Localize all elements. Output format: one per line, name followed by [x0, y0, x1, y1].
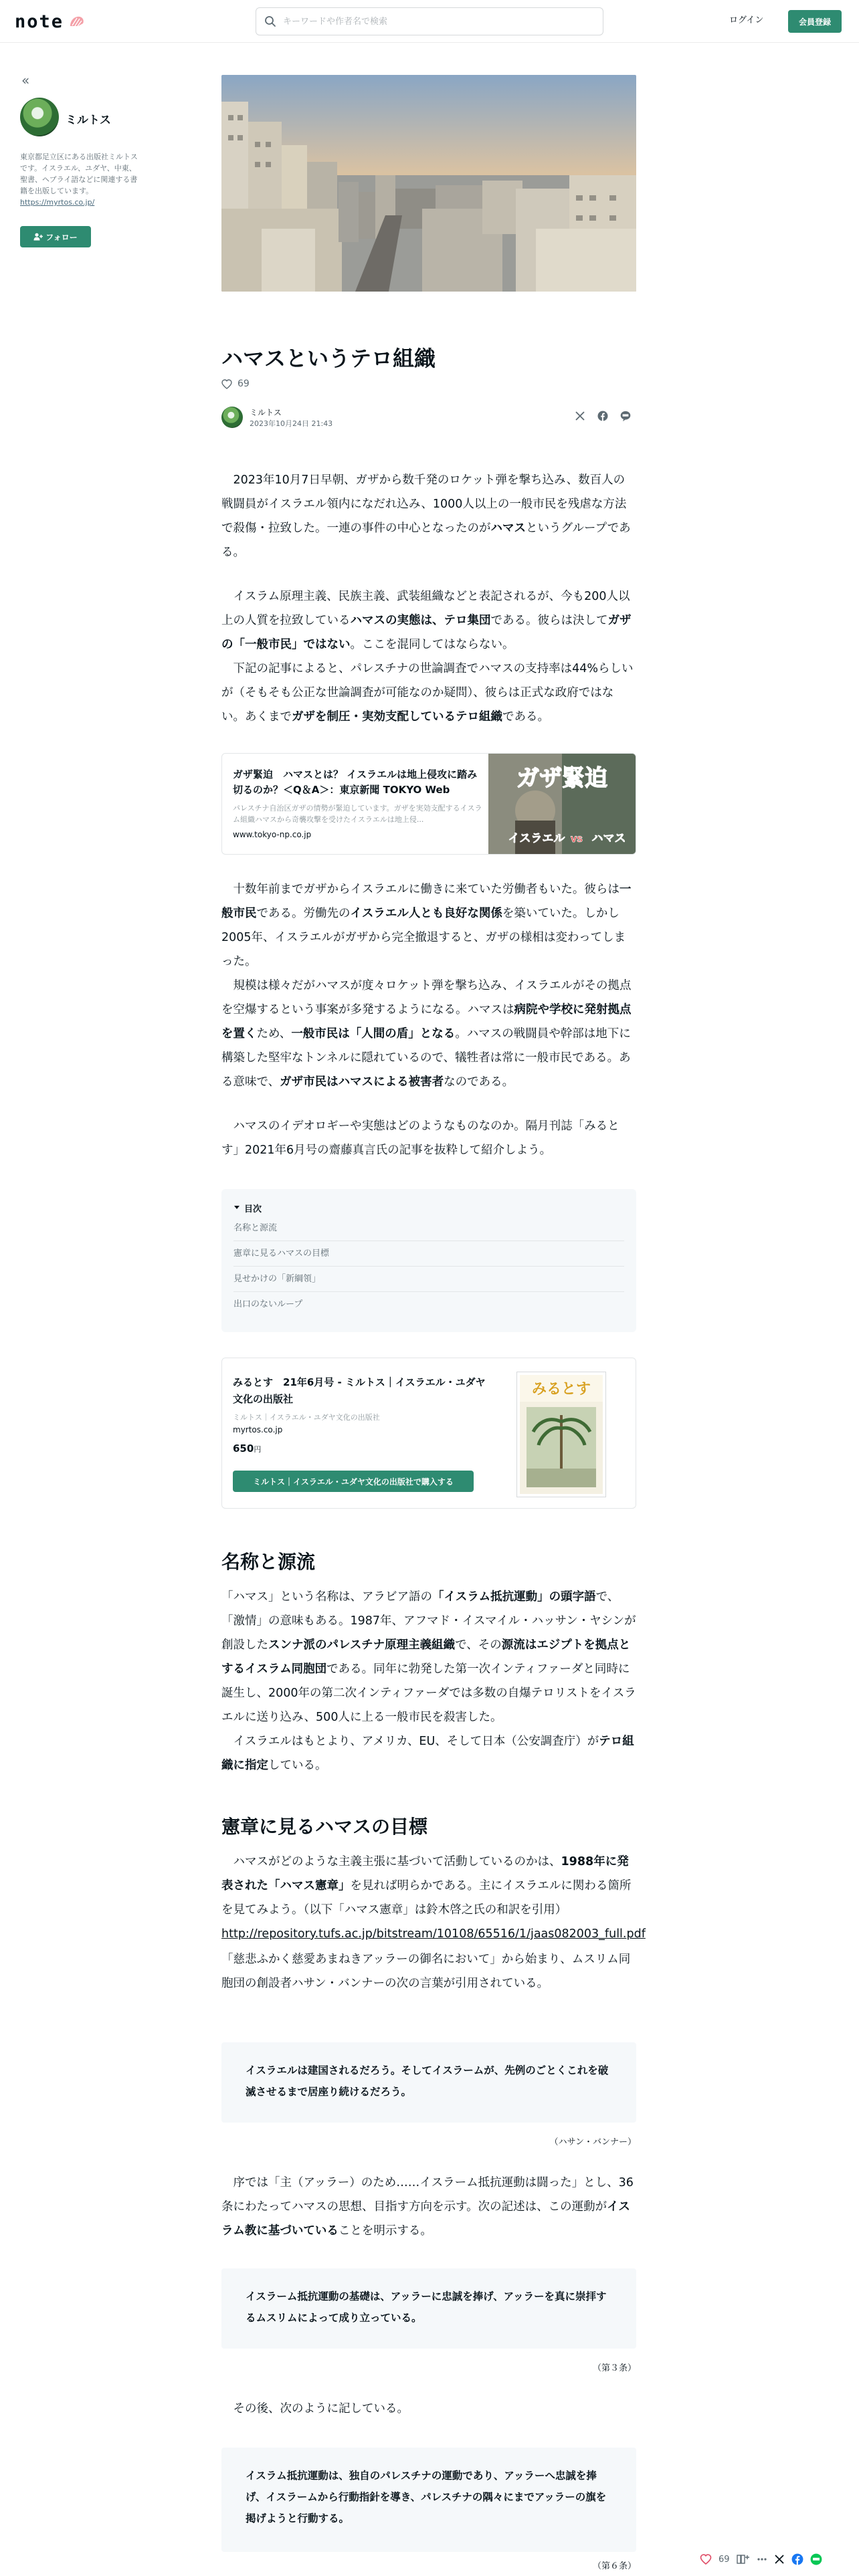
toc-item[interactable]: 憲章に見るハマスの目標 [233, 1241, 624, 1267]
note-logo[interactable] [15, 11, 85, 32]
paragraph-1 [221, 468, 636, 564]
product-url: myrtos.co.jp [233, 1425, 283, 1434]
search-input[interactable] [283, 17, 577, 27]
bold-text: スンナ派のパレスチナ原理主義組織 [268, 1638, 456, 1652]
paragraph-2 [221, 584, 636, 657]
byline [221, 405, 636, 432]
site-header [0, 0, 859, 43]
author-avatar[interactable] [20, 98, 59, 136]
floating-action-bar [700, 2549, 822, 2569]
product-title: みるとす 21年6月号 - ミルトス｜イスラエル・ユダヤ文化の出版社 [233, 1376, 486, 1405]
news-card-description: パレスチナ自治区ガザの情勢が緊迫しています。ガザを実効支配するイスラム組織ハマスから奇襲攻撃を受けたイスラエルは地上侵... [233, 804, 482, 824]
quote-citation: （第６条） [592, 2561, 636, 2571]
bold-text: ガザを制圧・実効支配しているテロ組織 [292, 710, 502, 724]
quote-citation: （第３条） [592, 2363, 636, 2373]
line-share-icon[interactable] [810, 2553, 822, 2565]
heart-icon[interactable] [221, 379, 232, 389]
paragraph-8 [221, 1729, 636, 1778]
text: である。 [502, 710, 549, 724]
hero-image [221, 75, 636, 292]
text: 十数年前までガザからイスラエルに働きに来ていた労働者もいた。彼らは [221, 883, 619, 896]
quote-block: イスラーム抵抗運動の基礎は、アッラーに忠誠を捧げ、アッラーを真に崇拝するムスリムによって成り立っている。 [221, 2268, 636, 2349]
price-value: 650 [233, 1442, 254, 1455]
author-website-link[interactable]: https://myrtos.co.jp/ [20, 198, 95, 207]
thumbnail-label-right: ハマス [591, 832, 626, 845]
text: で、「激情」の意味もある。1987年、アフマド・イスマイル・ハッサン・ヤシンが創設した [221, 1590, 636, 1652]
paragraph-4 [221, 877, 636, 974]
text: ため、 [256, 1027, 292, 1041]
text: なのである。 [444, 1075, 514, 1089]
paragraph-12: その後、次のように記している。 [221, 2402, 409, 2416]
text: 序では「主（アッラー）のため……イスラーム抵抗運動は闘った」とし、36条にわたってハマスの思想、目指す方向を示す。次の記述は、この運動が [221, 2176, 634, 2214]
article-title: ハマスというテロ組織 [221, 346, 436, 371]
table-of-contents [221, 1189, 636, 1332]
text: というグループである。 [221, 522, 631, 559]
byline-date: 2023年10月24日 21:43 [250, 419, 333, 428]
paragraph-7 [221, 1585, 636, 1729]
search-icon [264, 15, 276, 27]
section-heading: 憲章に見るハマスの目標 [221, 1816, 428, 1838]
collapse-sidebar-icon[interactable]: « [21, 72, 30, 88]
news-card-title: ガザ緊迫 ハマスとは？ イスラエルは地上侵攻に踏み切るのか？＜Q＆A＞：東京新聞 TOKYO Web [233, 768, 478, 796]
author-bio-text: 東京都足立区にある出版社ミルトスです。イスラエル、ユダヤ、中東、聖書、ヘブライ語などに関連する書籍を出版しています。 [20, 152, 138, 195]
product-card[interactable] [221, 1358, 636, 1509]
text: している。 [268, 1759, 327, 1772]
share-icons [575, 411, 631, 421]
text: である。同年に勃発した第一次インティファーダと同時に誕生し、2000年の第二次インティファーダでは多数の自爆テロリストをイスラエルに送り込み、500人に上る一般市民を殺害した。 [221, 1662, 636, 1724]
news-card-thumbnail [488, 754, 636, 855]
x-share-icon[interactable] [774, 2554, 785, 2565]
add-user-icon [33, 233, 43, 241]
author-name[interactable]: ミルトス [66, 114, 111, 127]
bold-text: 一般市民 [221, 883, 632, 920]
heart-icon[interactable] [700, 2554, 712, 2565]
product-price [233, 1442, 261, 1455]
follow-label: フォロー [45, 232, 78, 242]
floating-like-count: 69 [719, 2554, 730, 2565]
paragraph-9 [221, 1850, 646, 1946]
text: である。彼らは決して [490, 614, 608, 627]
bold-text: ハマスの実態は、テロ集団 [350, 614, 491, 627]
bold-text: テロ組織に指定 [221, 1735, 634, 1772]
toc-toggle[interactable] [233, 1200, 624, 1216]
news-link-card[interactable] [221, 753, 636, 855]
logo-text: note [15, 11, 64, 32]
bold-text: 一般市民は「人間の盾」となる [291, 1027, 456, 1041]
toc-heading: 目次 [244, 1204, 262, 1214]
quote-citation: （ハサン・バンナー） [549, 2137, 636, 2147]
purchase-button[interactable]: ミルトス｜イスラエル・ユダヤ文化の出版社で購入する [233, 1471, 474, 1492]
city-photo [221, 75, 636, 292]
source-link[interactable]: http://repository.tufs.ac.jp/bitstream/10108/65516/1/jaas082003_full.pdf [221, 1927, 646, 1941]
toc-item[interactable]: 名称と源流 [233, 1216, 624, 1241]
more-options-icon[interactable] [757, 2554, 767, 2565]
cover-title: みるとす [531, 1380, 591, 1397]
thumbnail-vs: vs [571, 833, 583, 845]
magazine-add-icon[interactable] [737, 2554, 750, 2565]
text: イスラム原理主義、民族主義、武装組織などと表記されるが、今も200人以上の人質を拉致している [221, 590, 630, 627]
thumbnail-title: ガザ緊迫 [516, 766, 607, 791]
bold-text: ガザ市民はハマスによる被害者 [280, 1075, 444, 1089]
product-publisher: ミルトス｜イスラエル・ユダヤ文化の出版社 [233, 1413, 380, 1422]
byline-avatar[interactable] [221, 407, 243, 428]
bold-text: 源流はエジプトを拠点とするイスラム同胞団 [221, 1638, 631, 1676]
caret-down-icon [233, 1205, 240, 1210]
magazine-cover [516, 1372, 606, 1497]
like-row [221, 379, 636, 389]
like-count: 69 [237, 379, 250, 389]
facebook-share-icon[interactable] [597, 411, 608, 421]
text: で、その [455, 1638, 502, 1652]
bold-text: イスラエル人とも良好な関係 [350, 907, 502, 920]
text: を見れば明らかである。主にイスラエルに関わる箇所を見てみよう。（以下「ハマス憲章」は鈴木啓之氏の和訳を引用） [221, 1879, 632, 1917]
section-heading: 名称と源流 [221, 1551, 316, 1573]
bold-text: 1988年に発表された「ハマス憲章」 [221, 1855, 629, 1893]
signup-button[interactable]: 会員登録 [788, 10, 842, 33]
quote-block: イスラム抵抗運動は、独自のパレスチナの運動であり、アッラーへ忠誠を捧げ、イスラームから行動指針を導き、パレスチナの隅々にまでアッラーの旗を掲げようと行動する。 [221, 2448, 636, 2552]
line-share-icon[interactable] [620, 411, 631, 421]
text: 規模は様々だがハマスが度々ロケット弾を撃ち込み、イスラエルがその拠点を空爆するという事案が多発するようになる。ハマスは [221, 979, 632, 1016]
paragraph-6: ハマスのイデオロギーや実態はどのようなものなのか。隔月刊誌「みるとす」2021年6月号の齋藤真言氏の記事を抜粋して紹介しよう。 [221, 1119, 619, 1157]
text: 下記の記事によると、パレスチナの世論調査でハマスの支持率は44%らしいが（そもそも公正な世論調査が可能なのか疑問）、彼らは正式な政府ではない。あくまで [221, 662, 634, 724]
author-bio [20, 151, 140, 208]
quote-block: イスラエルは建国されるだろう。そしてイスラームが、先例のごとくこれを破滅させるまで居座り続けるだろう。 [221, 2042, 636, 2123]
text: 。ハマスの戦闘員や幹部は地下に構築した堅牢なトンネルに隠れているので、犠牲者は常に一般市民である。ある意味で、 [221, 1027, 631, 1089]
text: ハマスがどのような主義主張に基づいて活動しているのかは、 [221, 1855, 561, 1868]
text: 。ここを混同してはならない。 [350, 638, 514, 651]
text: イスラエルはもとより、アメリカ、EU、そして日本（公安調査庁）が [221, 1735, 599, 1748]
search-box[interactable] [256, 7, 603, 35]
x-share-icon[interactable] [575, 411, 585, 421]
shell-icon [69, 15, 85, 27]
paragraph-5 [221, 974, 636, 1094]
toc-item[interactable]: 見せかけの「新綱領」 [233, 1267, 624, 1292]
paragraph-11 [221, 2171, 636, 2243]
login-link[interactable]: ログイン [729, 15, 764, 25]
text: 2023年10月7日早朝、ガザから数千発のロケット弾を撃ち込み、数百人の戦闘員がイスラエル領内になだれ込み、1000人以上の一般市民を残虐な方法で殺傷・拉致した。一連の事件の中心となったのが [221, 473, 627, 535]
news-card-url: www.tokyo-np.co.jp [233, 830, 312, 839]
thumbnail-label-left: イスラエル [508, 832, 565, 845]
paragraph-10: 「慈悲ふかく慈愛あまねきアッラーの御名において」から始まり、ムスリム同胞団の創設者ハサン・バンナーの次の言葉が引用されている。 [221, 1953, 631, 1990]
bold-text: 「イスラム抵抗運動」の頭字語 [432, 1590, 596, 1604]
bold-text: ハマス [490, 522, 526, 535]
paragraph-3 [221, 657, 636, 729]
facebook-share-icon[interactable] [791, 2553, 803, 2565]
bold-text: 病院や学校に発射拠点を置く [221, 1003, 632, 1041]
byline-author[interactable]: ミルトス [250, 408, 282, 417]
bold-text: イスラム教に基づいている [221, 2200, 630, 2238]
bold-text: ガザの「一般市民」ではない [221, 614, 632, 651]
cover-art [520, 1375, 603, 1494]
text: を築いていた。しかし2005年、イスラエルがガザから完全撤退すると、ガザの様相は変わってしまった。 [221, 907, 626, 968]
price-unit: 円 [254, 1445, 262, 1454]
text: である。労働先の [256, 907, 351, 920]
toc-item[interactable]: 出口のないループ [233, 1299, 303, 1309]
follow-button[interactable] [20, 226, 91, 247]
text: 「ハマス」という名称は、アラビア語の [221, 1590, 432, 1604]
text: ことを明示する。 [338, 2224, 432, 2238]
